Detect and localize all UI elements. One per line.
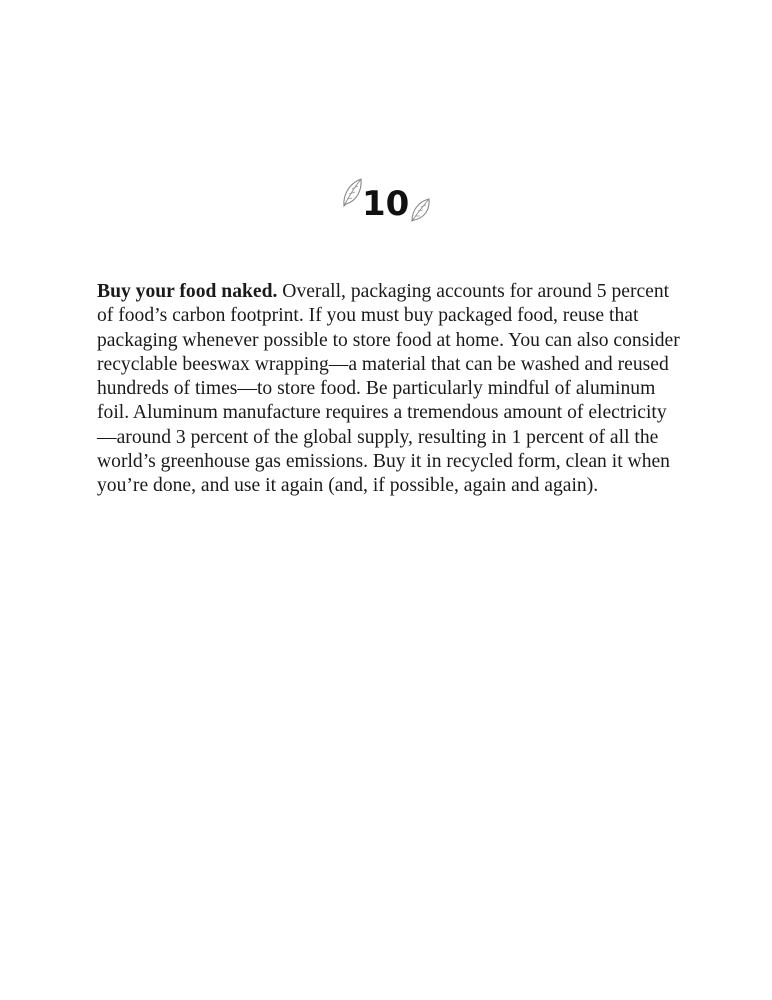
- lead-in: Buy your food naked.: [97, 281, 278, 302]
- section-heading: [0, 172, 772, 232]
- page-number: 10: [362, 184, 410, 224]
- leaf-icon: [340, 176, 364, 208]
- paragraph-text: Overall, packaging accounts for around 5 percent of food’s carbon footprint. If you must buy packaged food, reuse that packaging whenever possible to store food at home. You can also consider recyclable beeswax wrapping—a material that can be washed and reused hundreds of times—to store food. Be particularly mindful of aluminum foil. Aluminum manufacture requires a tremendous amount of electricity—around 3 percent of the global supply, resulting in 1 percent of all the world’s greenhouse gas emissions. Buy it in recycled form, clean it when you’re done, and use it again (and, if possible, again and again).: [97, 281, 680, 497]
- leaf-icon: [410, 197, 432, 223]
- body-paragraph: [97, 280, 681, 499]
